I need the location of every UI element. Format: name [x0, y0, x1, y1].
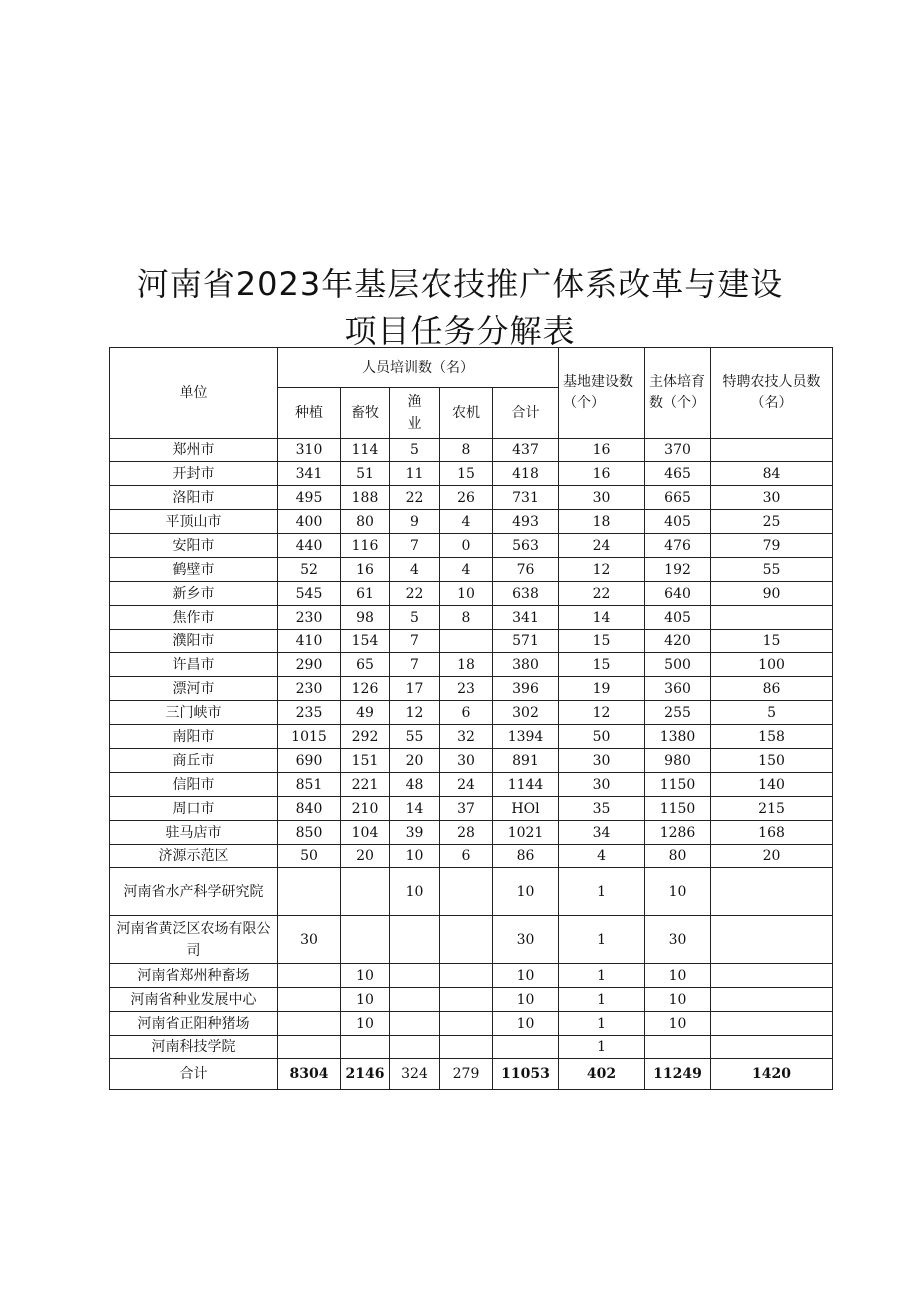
- row-unit-name: 郑州市: [110, 439, 278, 462]
- row-unit-name: 鹤壁市: [110, 558, 278, 582]
- header-livestock: 畜牧: [341, 388, 390, 439]
- header-training: 人员培训数（名）: [278, 348, 559, 388]
- cell-machinery: 0: [440, 534, 493, 558]
- table-row: [110, 582, 833, 606]
- cell-livestock: [341, 1036, 390, 1059]
- total-planting: 8304: [278, 1059, 341, 1090]
- cell-entity: [645, 1036, 711, 1059]
- cell-fishery: 7: [390, 534, 440, 558]
- cell-hired: [711, 606, 833, 630]
- cell-base: 1: [559, 868, 645, 916]
- cell-fishery: 10: [390, 845, 440, 868]
- cell-machinery: 23: [440, 677, 493, 701]
- row-unit-name: 河南省正阳种猪场: [110, 1012, 278, 1036]
- cell-planting: 690: [278, 749, 341, 773]
- row-unit-name: 洛阳市: [110, 486, 278, 510]
- cell-base: 50: [559, 725, 645, 749]
- cell-subtotal: 638: [493, 582, 559, 606]
- cell-subtotal: 10: [493, 868, 559, 916]
- cell-entity: 80: [645, 845, 711, 868]
- cell-planting: 851: [278, 773, 341, 797]
- cell-base: 16: [559, 439, 645, 462]
- cell-fishery: 12: [390, 701, 440, 725]
- cell-base: 12: [559, 701, 645, 725]
- cell-planting: 1015: [278, 725, 341, 749]
- cell-planting: 341: [278, 462, 341, 486]
- header-entity: 主体培育数（个）: [645, 348, 711, 439]
- cell-base: 35: [559, 797, 645, 821]
- cell-entity: 476: [645, 534, 711, 558]
- cell-hired: [711, 964, 833, 988]
- cell-entity: 1150: [645, 773, 711, 797]
- cell-machinery: 30: [440, 749, 493, 773]
- cell-subtotal: 1144: [493, 773, 559, 797]
- cell-entity: 1150: [645, 797, 711, 821]
- cell-machinery: [440, 868, 493, 916]
- cell-planting: 310: [278, 439, 341, 462]
- cell-hired: 55: [711, 558, 833, 582]
- cell-machinery: 24: [440, 773, 493, 797]
- cell-planting: [278, 988, 341, 1012]
- cell-subtotal: 10: [493, 1012, 559, 1036]
- row-unit-name: 新乡市: [110, 582, 278, 606]
- cell-livestock: [341, 868, 390, 916]
- cell-livestock: 80: [341, 510, 390, 534]
- cell-machinery: 4: [440, 558, 493, 582]
- row-unit-name: 河南省郑州种畜场: [110, 964, 278, 988]
- row-unit-name: 许昌市: [110, 653, 278, 677]
- cell-subtotal: 731: [493, 486, 559, 510]
- cell-livestock: 116: [341, 534, 390, 558]
- cell-machinery: [440, 1036, 493, 1059]
- cell-machinery: 8: [440, 606, 493, 630]
- cell-planting: 410: [278, 630, 341, 653]
- cell-hired: 100: [711, 653, 833, 677]
- row-unit-name: 南阳市: [110, 725, 278, 749]
- cell-machinery: [440, 988, 493, 1012]
- cell-livestock: 210: [341, 797, 390, 821]
- cell-entity: 370: [645, 439, 711, 462]
- cell-fishery: 48: [390, 773, 440, 797]
- cell-hired: 84: [711, 462, 833, 486]
- task-table: [109, 347, 833, 1090]
- cell-machinery: 18: [440, 653, 493, 677]
- table-row: [110, 821, 833, 845]
- total-entity: 11249: [645, 1059, 711, 1090]
- total-hired: 1420: [711, 1059, 833, 1090]
- cell-livestock: 114: [341, 439, 390, 462]
- cell-machinery: 15: [440, 462, 493, 486]
- cell-fishery: 5: [390, 439, 440, 462]
- header-subtotal: 合计: [493, 388, 559, 439]
- cell-planting: [278, 964, 341, 988]
- header-fishery: [390, 388, 440, 439]
- cell-entity: 500: [645, 653, 711, 677]
- cell-subtotal: 10: [493, 964, 559, 988]
- cell-machinery: [440, 916, 493, 964]
- cell-entity: 420: [645, 630, 711, 653]
- table-row: [110, 677, 833, 701]
- cell-machinery: 6: [440, 845, 493, 868]
- cell-hired: 150: [711, 749, 833, 773]
- cell-base: 22: [559, 582, 645, 606]
- row-unit-name: 河南科技学院: [110, 1036, 278, 1059]
- table-row: [110, 653, 833, 677]
- cell-fishery: 7: [390, 653, 440, 677]
- cell-hired: 30: [711, 486, 833, 510]
- cell-base: 16: [559, 462, 645, 486]
- cell-hired: 5: [711, 701, 833, 725]
- table-row: [110, 439, 833, 462]
- table-row: [110, 558, 833, 582]
- cell-base: 15: [559, 653, 645, 677]
- cell-hired: [711, 988, 833, 1012]
- cell-base: 24: [559, 534, 645, 558]
- cell-hired: 20: [711, 845, 833, 868]
- cell-base: 18: [559, 510, 645, 534]
- row-unit-name: 信阳市: [110, 773, 278, 797]
- table-row: [110, 988, 833, 1012]
- cell-planting: 30: [278, 916, 341, 964]
- table-header: [110, 348, 833, 439]
- cell-fishery: 17: [390, 677, 440, 701]
- cell-planting: 400: [278, 510, 341, 534]
- cell-planting: 235: [278, 701, 341, 725]
- row-unit-name: 平顶山市: [110, 510, 278, 534]
- cell-subtotal: 1394: [493, 725, 559, 749]
- cell-hired: [711, 1012, 833, 1036]
- cell-fishery: 39: [390, 821, 440, 845]
- cell-entity: 360: [645, 677, 711, 701]
- cell-entity: 10: [645, 964, 711, 988]
- cell-fishery: 10: [390, 868, 440, 916]
- cell-subtotal: 418: [493, 462, 559, 486]
- cell-hired: 86: [711, 677, 833, 701]
- cell-subtotal: 493: [493, 510, 559, 534]
- row-unit-name: 河南省种业发展中心: [110, 988, 278, 1012]
- table-total-row: [110, 1059, 833, 1090]
- total-label: 合计: [110, 1059, 278, 1090]
- cell-livestock: 126: [341, 677, 390, 701]
- cell-base: 19: [559, 677, 645, 701]
- table-row: [110, 916, 833, 964]
- cell-machinery: [440, 1012, 493, 1036]
- cell-machinery: 10: [440, 582, 493, 606]
- row-unit-name: 河南省水产科学研究院: [110, 868, 278, 916]
- table-body: [110, 439, 833, 1090]
- row-unit-name: 漂河市: [110, 677, 278, 701]
- table-row: [110, 462, 833, 486]
- cell-subtotal: 571: [493, 630, 559, 653]
- cell-hired: [711, 916, 833, 964]
- cell-subtotal: [493, 1036, 559, 1059]
- cell-subtotal: 30: [493, 916, 559, 964]
- cell-livestock: [341, 916, 390, 964]
- cell-entity: 255: [645, 701, 711, 725]
- cell-livestock: 51: [341, 462, 390, 486]
- cell-fishery: [390, 964, 440, 988]
- cell-hired: 25: [711, 510, 833, 534]
- table-row: [110, 510, 833, 534]
- table-row: [110, 486, 833, 510]
- cell-subtotal: 86: [493, 845, 559, 868]
- table-row: [110, 773, 833, 797]
- cell-livestock: 10: [341, 988, 390, 1012]
- table-row: [110, 606, 833, 630]
- cell-machinery: [440, 630, 493, 653]
- table-row: [110, 1012, 833, 1036]
- cell-planting: 545: [278, 582, 341, 606]
- cell-subtotal: 10: [493, 988, 559, 1012]
- cell-livestock: 104: [341, 821, 390, 845]
- cell-fishery: 11: [390, 462, 440, 486]
- cell-entity: 10: [645, 988, 711, 1012]
- cell-machinery: 26: [440, 486, 493, 510]
- table-row: [110, 845, 833, 868]
- cell-planting: 230: [278, 677, 341, 701]
- table-row: [110, 701, 833, 725]
- header-planting: 种植: [278, 388, 341, 439]
- table-row: [110, 797, 833, 821]
- total-subtotal: 11053: [493, 1059, 559, 1090]
- cell-planting: [278, 1036, 341, 1059]
- cell-subtotal: 341: [493, 606, 559, 630]
- cell-entity: 980: [645, 749, 711, 773]
- cell-base: 1: [559, 1036, 645, 1059]
- total-machinery: 279: [440, 1059, 493, 1090]
- cell-subtotal: 1021: [493, 821, 559, 845]
- page-title-line1: 河南省2023年基层农技推广体系改革与建设: [136, 265, 784, 303]
- cell-fishery: 55: [390, 725, 440, 749]
- table-row: [110, 749, 833, 773]
- table-row: [110, 868, 833, 916]
- total-fishery: 324: [390, 1059, 440, 1090]
- cell-subtotal: 563: [493, 534, 559, 558]
- cell-livestock: 20: [341, 845, 390, 868]
- cell-planting: 440: [278, 534, 341, 558]
- cell-subtotal: 380: [493, 653, 559, 677]
- table-row: [110, 964, 833, 988]
- row-unit-name: 三门峡市: [110, 701, 278, 725]
- cell-fishery: 7: [390, 630, 440, 653]
- cell-hired: 90: [711, 582, 833, 606]
- cell-machinery: [440, 964, 493, 988]
- header-fishery-label: 渔业: [407, 394, 422, 432]
- cell-planting: [278, 1012, 341, 1036]
- cell-fishery: 9: [390, 510, 440, 534]
- cell-entity: 10: [645, 868, 711, 916]
- cell-livestock: 10: [341, 964, 390, 988]
- cell-planting: 495: [278, 486, 341, 510]
- cell-fishery: 5: [390, 606, 440, 630]
- cell-hired: 140: [711, 773, 833, 797]
- cell-machinery: 28: [440, 821, 493, 845]
- cell-livestock: 98: [341, 606, 390, 630]
- row-unit-name: 焦作市: [110, 606, 278, 630]
- cell-fishery: [390, 988, 440, 1012]
- cell-planting: 230: [278, 606, 341, 630]
- cell-base: 1: [559, 988, 645, 1012]
- header-base: 基地建设数（个）: [559, 348, 645, 439]
- cell-fishery: [390, 1036, 440, 1059]
- table-row: [110, 534, 833, 558]
- cell-fishery: [390, 1012, 440, 1036]
- cell-livestock: 151: [341, 749, 390, 773]
- cell-entity: 10: [645, 1012, 711, 1036]
- table-row: [110, 630, 833, 653]
- cell-base: 30: [559, 773, 645, 797]
- cell-hired: 168: [711, 821, 833, 845]
- cell-subtotal: 437: [493, 439, 559, 462]
- cell-machinery: 4: [440, 510, 493, 534]
- table-row: [110, 725, 833, 749]
- row-unit-name: 商丘市: [110, 749, 278, 773]
- cell-base: 30: [559, 486, 645, 510]
- row-unit-name: 濮阳市: [110, 630, 278, 653]
- cell-livestock: 65: [341, 653, 390, 677]
- cell-hired: 79: [711, 534, 833, 558]
- cell-fishery: 22: [390, 582, 440, 606]
- cell-hired: [711, 868, 833, 916]
- cell-subtotal: 396: [493, 677, 559, 701]
- cell-subtotal: HOl: [493, 797, 559, 821]
- cell-base: 4: [559, 845, 645, 868]
- cell-machinery: 6: [440, 701, 493, 725]
- cell-machinery: 8: [440, 439, 493, 462]
- header-hired: 特聘农技人员数（名）: [711, 348, 833, 439]
- cell-hired: 215: [711, 797, 833, 821]
- cell-livestock: 188: [341, 486, 390, 510]
- row-unit-name: 安阳市: [110, 534, 278, 558]
- row-unit-name: 驻马店市: [110, 821, 278, 845]
- cell-entity: 1286: [645, 821, 711, 845]
- cell-livestock: 49: [341, 701, 390, 725]
- cell-livestock: 221: [341, 773, 390, 797]
- cell-base: 1: [559, 1012, 645, 1036]
- row-unit-name: 河南省黄泛区农场有限公司: [110, 916, 278, 964]
- total-base: 402: [559, 1059, 645, 1090]
- cell-base: 15: [559, 630, 645, 653]
- cell-hired: [711, 1036, 833, 1059]
- cell-base: 14: [559, 606, 645, 630]
- cell-planting: [278, 868, 341, 916]
- cell-base: 12: [559, 558, 645, 582]
- cell-planting: 840: [278, 797, 341, 821]
- cell-entity: 665: [645, 486, 711, 510]
- cell-machinery: 37: [440, 797, 493, 821]
- cell-livestock: 61: [341, 582, 390, 606]
- header-machinery: 农机: [440, 388, 493, 439]
- cell-entity: 1380: [645, 725, 711, 749]
- cell-livestock: 154: [341, 630, 390, 653]
- cell-machinery: 32: [440, 725, 493, 749]
- cell-livestock: 16: [341, 558, 390, 582]
- cell-entity: 192: [645, 558, 711, 582]
- cell-hired: 15: [711, 630, 833, 653]
- cell-fishery: [390, 916, 440, 964]
- page-title-line2: 项目任务分解表: [344, 312, 576, 350]
- cell-livestock: 10: [341, 1012, 390, 1036]
- cell-fishery: 20: [390, 749, 440, 773]
- cell-entity: 640: [645, 582, 711, 606]
- cell-planting: 52: [278, 558, 341, 582]
- cell-planting: 850: [278, 821, 341, 845]
- cell-entity: 465: [645, 462, 711, 486]
- total-livestock: 2146: [341, 1059, 390, 1090]
- cell-entity: 405: [645, 606, 711, 630]
- cell-hired: 158: [711, 725, 833, 749]
- cell-livestock: 292: [341, 725, 390, 749]
- cell-entity: 405: [645, 510, 711, 534]
- row-unit-name: 开封市: [110, 462, 278, 486]
- cell-subtotal: 302: [493, 701, 559, 725]
- cell-base: 1: [559, 964, 645, 988]
- row-unit-name: 济源示范区: [110, 845, 278, 868]
- cell-planting: 290: [278, 653, 341, 677]
- row-unit-name: 周口市: [110, 797, 278, 821]
- cell-base: 30: [559, 749, 645, 773]
- cell-hired: [711, 439, 833, 462]
- cell-fishery: 22: [390, 486, 440, 510]
- cell-base: 1: [559, 916, 645, 964]
- cell-entity: 30: [645, 916, 711, 964]
- cell-subtotal: 891: [493, 749, 559, 773]
- cell-fishery: 14: [390, 797, 440, 821]
- cell-subtotal: 76: [493, 558, 559, 582]
- table-row: [110, 1036, 833, 1059]
- cell-base: 34: [559, 821, 645, 845]
- cell-fishery: 4: [390, 558, 440, 582]
- cell-planting: 50: [278, 845, 341, 868]
- header-unit: 单位: [110, 348, 278, 439]
